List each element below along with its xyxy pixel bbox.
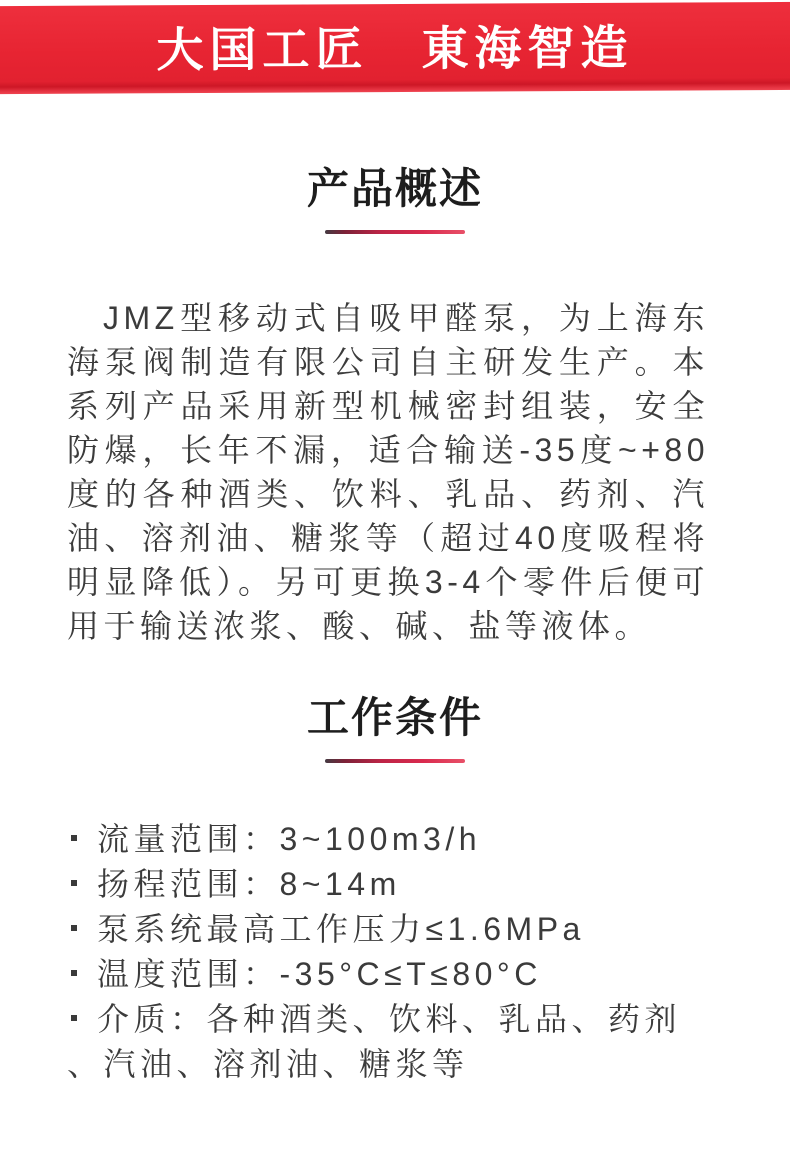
section-title-overview: 产品概述 (306, 165, 483, 212)
spec-item-text: 流量范围：3~100m3/h (97, 821, 482, 857)
bullet-dot-icon (71, 835, 77, 841)
spec-list (67, 817, 715, 1087)
spec-item-text: 扬程范围：8~14m (97, 866, 401, 902)
spec-item-flow-range (67, 817, 715, 862)
section-title-conditions: 工作条件 (306, 694, 483, 741)
product-detail-page (0, 4, 790, 1155)
spec-item-head-range (67, 862, 715, 907)
bullet-dot-icon (71, 1015, 77, 1021)
spec-item-temp-range (67, 952, 715, 997)
bullet-dot-icon (71, 925, 77, 931)
bullet-dot-icon (71, 970, 77, 976)
title-underline-conditions (325, 759, 465, 763)
spec-item-max-pressure (67, 907, 715, 952)
spec-item-text: 泵系统最高工作压力≤1.6MPa (97, 911, 585, 947)
brand-banner (0, 2, 790, 94)
section-product-overview (0, 164, 790, 648)
spec-item-medium (67, 997, 715, 1087)
bullet-dot-icon (71, 880, 77, 886)
title-underline-overview (325, 230, 465, 234)
banner-title: 大国工匠 東海智造 (156, 20, 634, 76)
overview-paragraph: JMZ型移动式自吸甲醛泵，为上海东海泵阀制造有限公司自主研发生产。本系列产品采用新型机械密封组装，安全防爆，长年不漏，适合输送-35度~+80度的各种酒类、饮料、乳品、药剂、汽油、溶剂油、糖浆等（超过40度吸程将明显降低）。另可更换3-4个零件后便可用于输送浓浆、酸、碱、盐等液体。 (67, 300, 709, 644)
spec-item-text: 介质：各种酒类、饮料、乳品、药剂、汽油、溶剂油、糖浆等 (67, 1001, 682, 1082)
spec-item-text: 温度范围：-35°C≤T≤80°C (97, 956, 542, 992)
section-working-conditions (0, 693, 790, 1087)
